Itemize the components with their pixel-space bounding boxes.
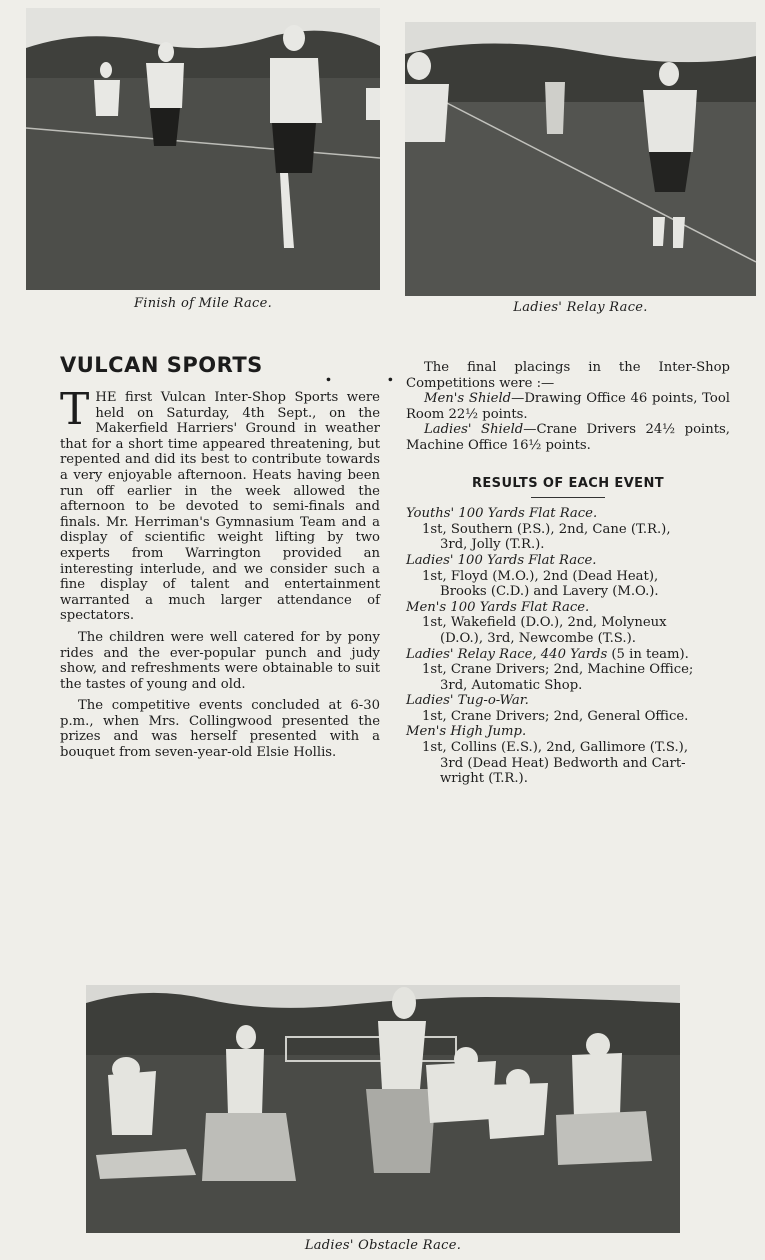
event-name-text: Ladies' Relay Race, 440 Yards [406,646,608,662]
event-ladies-tug-o-war [406,693,730,724]
event-mens-high-jump [406,724,730,786]
ladies-shield-paragraph [406,422,730,453]
intro-paragraph [60,384,380,624]
photo-ladies-relay-race [405,22,756,296]
mens-shield-text: —Drawing Office 46 points, Tool Room 22½ points. [406,391,730,422]
children-paragraph: The children were well catered for by pony rides and the ever-popular punch and judy show, and refreshments were obtainable to suit the tastes of young and old. [60,629,380,692]
event-result-line: 1st, Southern (P.S.), 2nd, Cane (T.R.), [422,521,671,537]
event-result-line: 3rd, Jolly (T.R.). [440,537,545,553]
event-result-line: 3rd, Automatic Shop. [440,677,583,693]
left-column [60,384,380,761]
mens-shield-paragraph [406,391,730,422]
event-name [406,647,730,663]
event-mens-100 [406,600,730,647]
event-result-line: wright (T.R.). [440,771,528,787]
event-result-line: 3rd (Dead Heat) Bedworth and Cart- [440,755,686,771]
event-name: Men's High Jump. [406,724,527,740]
caption-finish-of-mile-race: Finish of Mile Race. [133,296,273,311]
mens-shield-label: Men's Shield [424,391,512,407]
caption-ladies-obstacle-race: Ladies' Obstacle Race. [304,1238,462,1253]
event-name: Ladies' Tug-o-War. [406,693,529,709]
final-placings-paragraph: The final placings in the Inter-Shop Competitions were :— [406,360,730,391]
event-result-line: 1st, Floyd (M.O.), 2nd (Dead Heat), [422,568,659,584]
event-youths-100 [406,506,730,553]
event-name: Youths' 100 Yards Flat Race. [406,506,598,522]
title-dots: . . [325,362,418,386]
event-result-line: Brooks (C.D.) and Lavery (M.O.). [440,584,659,600]
ladies-shield-text: —Crane Drivers 24½ points, Machine Office 16½ points. [406,422,730,453]
results-heading: RESULTS OF EACH EVENT [471,475,664,491]
right-column [406,360,730,787]
event-ladies-100 [406,553,730,600]
caption-ladies-relay-race: Ladies' Relay Race. [513,300,648,315]
photo-finish-of-mile-race [26,8,380,290]
event-result-line: (D.O.), 3rd, Newcombe (T.S.). [440,630,636,646]
intro-text: HE first Vulcan Inter-Shop Sports were held on Saturday, 4th Sept., on the Makerfield Harriers' Ground in weather that for a short time appeared threatening, but repented and did its best to contribute towards a very enjoyable afternoon. Heats having been run off earlier in the week allowed the afternoon to be devoted to semi-finals and finals. Mr. Herriman's Gymnasium Team and a display of scientific weight lifting by two experts from Warrington provided an interesting interlude, and we consider such a fine display of talent and entertainment warranted a much larger attendance of spectators. [60,390,380,624]
event-result-line: 1st, Crane Drivers; 2nd, Machine Office; [422,662,694,678]
event-name: Ladies' 100 Yards Flat Race. [406,552,597,568]
photo-ladies-obstacle-race [86,985,680,1233]
event-ladies-relay [406,647,730,694]
results-rule [531,497,605,498]
event-name: Men's 100 Yards Flat Race. [406,599,590,615]
event-result-line: 1st, Collins (E.S.), 2nd, Gallimore (T.S.), [422,740,689,756]
event-result-line: 1st, Wakefield (D.O.), 2nd, Molyneux [422,615,667,631]
article-title: VULCAN SPORTS [60,353,263,377]
prizes-paragraph: The competitive events concluded at 6-30 p.m., when Mrs. Collingwood presented the prizes and was herself presented with a bouquet from seven-year-old Elsie Hollis. [60,698,380,761]
event-name-suffix: (5 in team). [607,646,689,662]
ladies-shield-label: Ladies' Shield [424,422,524,438]
drop-cap: T [60,384,90,435]
event-result-line: 1st, Crane Drivers; 2nd, General Office. [422,708,689,724]
